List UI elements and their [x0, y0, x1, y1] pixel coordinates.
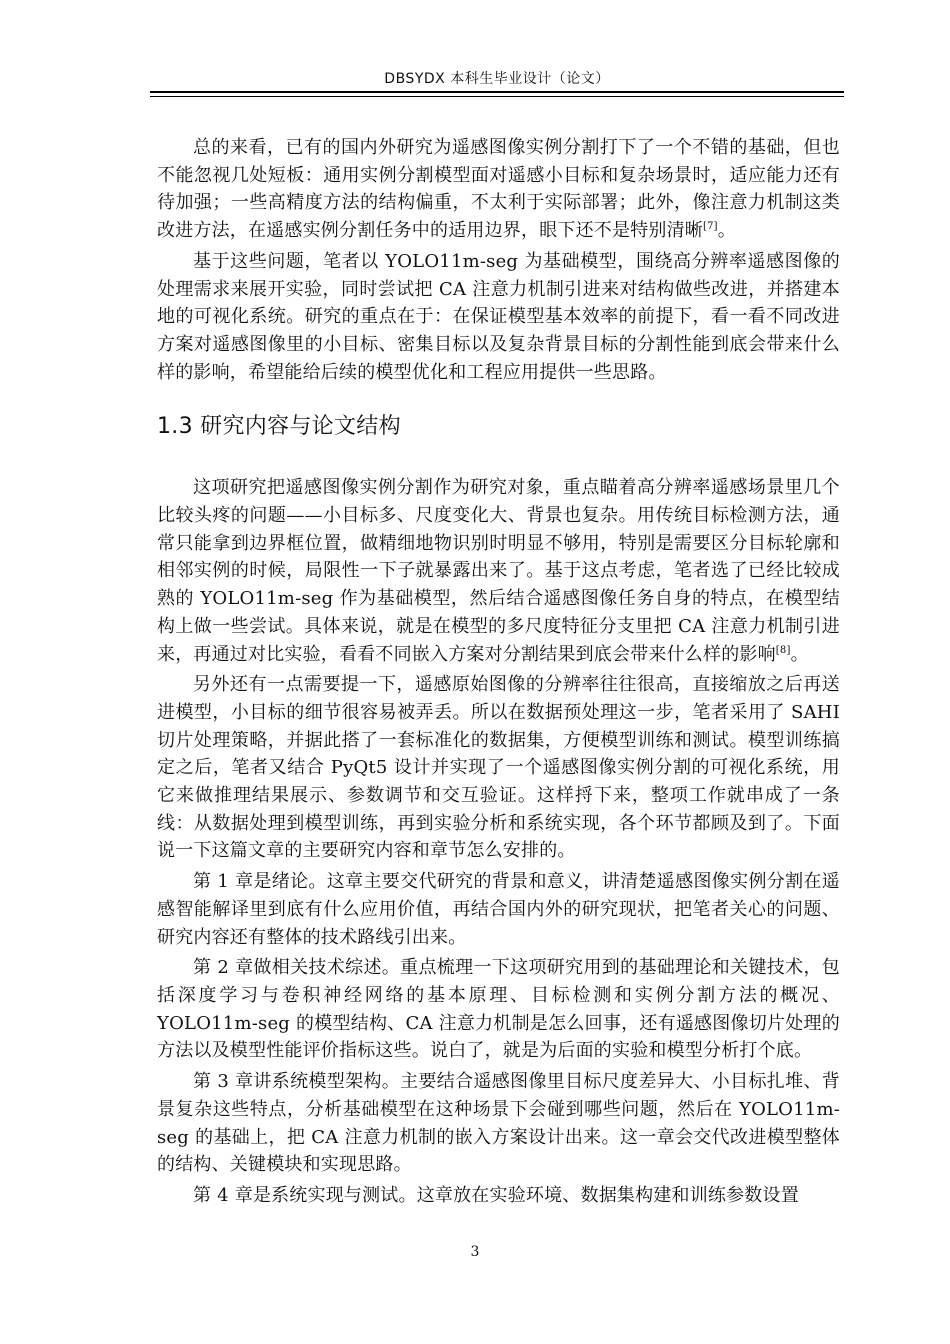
citation-8: [8]	[775, 644, 791, 656]
paragraph-2: 基于这些问题，笔者以 YOLO11m-seg 为基础模型，围绕高分辨率遥感图像的处理需求来展开实验，同时尝试把 CA 注意力机制引进来对结构做些改进，并搭建本地的可视化系统。研究的重点在于：在保证模型基本效率的前提下，看一看不同改进方案对遥感图像里的小目标、密集目标以及复杂背景目标的分割性能到底会带来什么样的影响，希望能给后续的模型优化和工程应用提供一些思路。	[157, 250, 840, 383]
section-heading: 1.3 研究内容与论文结构	[157, 414, 401, 440]
paragraph-1-tail: 。	[717, 220, 736, 242]
paragraph-4: 另外还有一点需要提一下，遥感原始图像的分辨率往往很高，直接缩放之后再送进模型，小目标的细节很容易被弄丢。所以在数据预处理这一步，笔者采用了 SAHI 切片处理策略，并据此搭了一套标准化的数据集，方便模型训练和测试。模型训练搞定之后，笔者又结合 PyQt5 设计并实现了一个遥感图像实例分割的可视化系统，用它来做推理结果展示、参数调节和交互验证。这样捋下来，整项工作就串成了一条线：从数据处理到模型训练，再到实验分析和系统实现，各个环节都顾及到了。下面说一下这篇文章的主要研究内容和章节怎么安排的。	[157, 674, 840, 862]
paragraph-1-text: 总的来看，已有的国内外研究为遥感图像实例分割打下了一个不错的基础，但也不能忽视几处短板：通用实例分割模型面对遥感小目标和复杂场景时，适应能力还有待加强；一些高精度方法的结构偏重，不太利于实际部署；此外，像注意力机制这类改进方法，在遥感实例分割任务中的适用边界，眼下还不是特别清晰	[157, 137, 840, 242]
paragraph-3	[157, 474, 840, 668]
paragraph-6: 第 2 章做相关技术综述。重点梳理一下这项研究用到的基础理论和关键技术，包括深度学习与卷积神经网络的基本原理、目标检测和实例分割方法的概况、YOLO11m-seg 的模型结构、CA 注意力机制是怎么回事，还有遥感图像切片处理的方法以及模型性能评价指标这些。说白了，就是为后面的实验和模型分析打个底。	[157, 957, 840, 1062]
page-body	[157, 134, 840, 1210]
running-header: DBSYDX 本科生毕业设计（论文）	[384, 71, 610, 87]
paragraph-5: 第 1 章是绪论。这章主要交代研究的背景和意义，讲清楚遥感图像实例分割在遥感智能解译里到底有什么应用价值，再结合国内外的研究现状，把笔者关心的问题、研究内容还有整体的技术路线引出来。	[157, 871, 840, 948]
paragraph-3-text: 这项研究把遥感图像实例分割作为研究对象，重点瞄着高分辨率遥感场景里几个比较头疼的问题——小目标多、尺度变化大、背景也复杂。用传统目标检测方法，通常只能拿到边界框位置，做精细地物识别时明显不够用，特别是需要区分目标轮廓和相邻实例的时候，局限性一下子就暴露出来了。基于这点考虑，笔者选了已经比较成熟的 YOLO11m-seg 作为基础模型，然后结合遥感图像任务自身的特点，在模型结构上做一些尝试。具体来说，就是在模型的多尺度特征分支里把 CA 注意力机制引进来，再通过对比实验，看看不同嵌入方案对分割结果到底会带来什么样的影响	[157, 477, 840, 665]
paragraph-1	[157, 134, 840, 245]
header-rule-thin	[150, 96, 844, 97]
header-rule-thick	[150, 91, 844, 93]
page-number: 3	[470, 1244, 480, 1260]
paragraph-8: 第 4 章是系统实现与测试。这章放在实验环境、数据集构建和训练参数设置	[193, 1184, 799, 1206]
paragraph-3-tail: 。	[790, 643, 809, 665]
paragraph-7: 第 3 章讲系统模型架构。主要结合遥感图像里目标尺度差异大、小目标扎堆、背景复杂这些特点，分析基础模型在这种场景下会碰到哪些问题，然后在 YOLO11m-seg 的基础上，把 CA 注意力机制的嵌入方案设计出来。这一章会交代改进模型整体的结构、关键模块和实现思路。	[157, 1071, 840, 1176]
citation-7: [7]	[703, 221, 718, 233]
